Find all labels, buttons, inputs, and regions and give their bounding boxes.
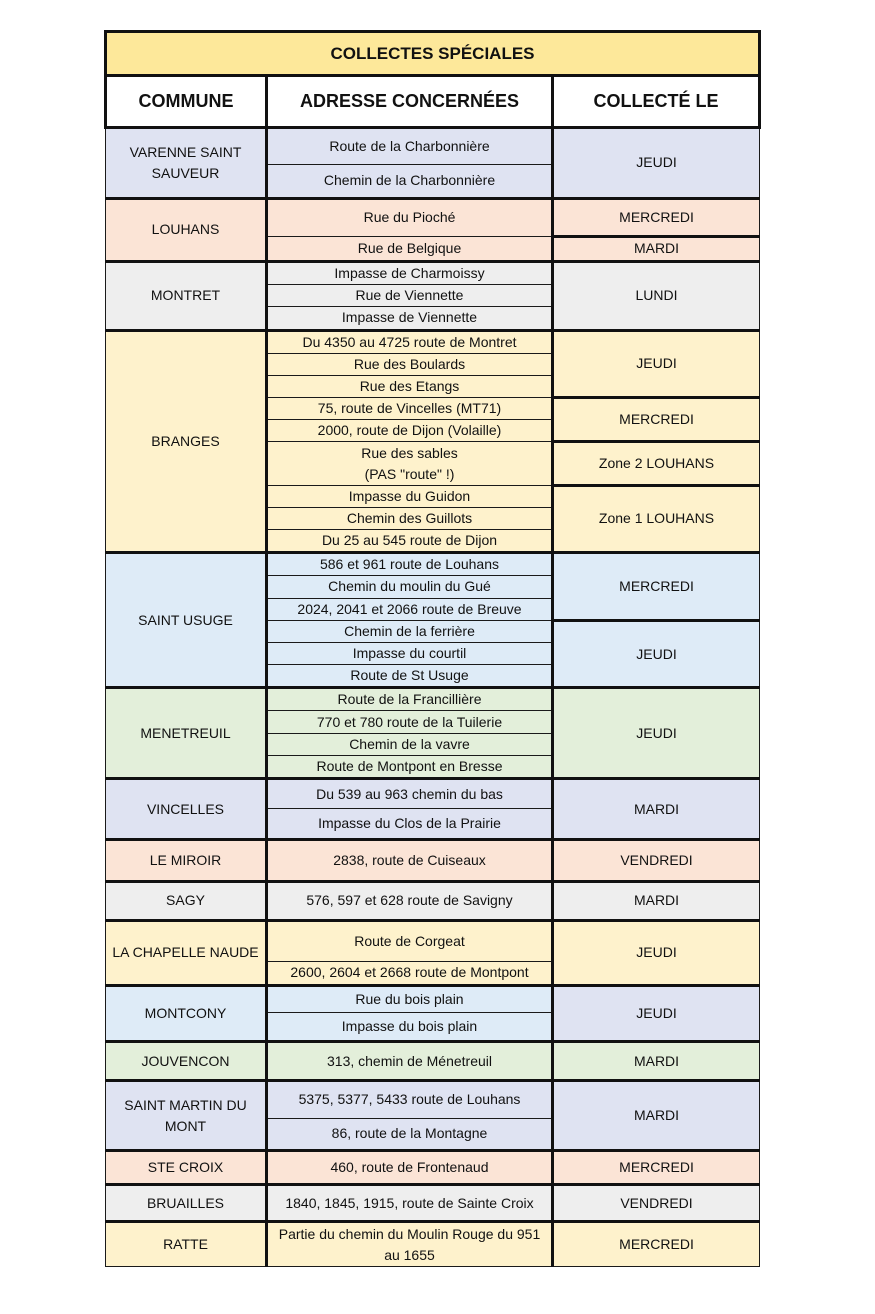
address-cell: Rue du Pioché xyxy=(267,198,553,236)
collection-day-cell: MERCREDI xyxy=(553,553,760,621)
commune-cell: JOUVENCON xyxy=(106,1041,267,1080)
address-cell: Rue des Boulards xyxy=(267,353,553,375)
address-cell: Rue de Viennette xyxy=(267,285,553,307)
table-row xyxy=(106,262,760,285)
address-cell: 2024, 2041 et 2066 route de Breuve xyxy=(267,598,553,620)
commune-cell: LA CHAPELLE NAUDE xyxy=(106,921,267,985)
collection-day-cell: VENDREDI xyxy=(553,1185,760,1222)
address-cell: Rue de Belgique xyxy=(267,236,553,261)
address-cell: Impasse du bois plain xyxy=(267,1012,553,1041)
collection-day-cell: JEUDI xyxy=(553,128,760,199)
address-cell: Chemin de la Charbonnière xyxy=(267,165,553,198)
commune-cell: RATTE xyxy=(106,1222,267,1267)
table-row xyxy=(106,921,760,962)
table-row xyxy=(106,1222,760,1267)
table-row xyxy=(106,985,760,1012)
address-cell: 86, route de la Montagne xyxy=(267,1118,553,1150)
collection-table xyxy=(104,30,761,1267)
collection-day-cell: MERCREDI xyxy=(553,1150,760,1184)
collection-day-cell: MERCREDI xyxy=(553,1222,760,1267)
header-adresse: ADRESSE CONCERNÉES xyxy=(267,76,553,128)
collection-day-cell: JEUDI xyxy=(553,985,760,1041)
address-cell: Route de Corgeat xyxy=(267,921,553,962)
address-cell: Impasse de Charmoissy xyxy=(267,262,553,285)
collection-day-cell: JEUDI xyxy=(553,330,760,398)
commune-cell: BRANGES xyxy=(106,330,267,553)
collection-day-cell: JEUDI xyxy=(553,921,760,985)
collection-day-cell: VENDREDI xyxy=(553,840,760,881)
address-cell: 576, 597 et 628 route de Savigny xyxy=(267,881,553,920)
collection-day-cell: MARDI xyxy=(553,1081,760,1151)
address-cell: Route de la Francillière xyxy=(267,688,553,711)
commune-cell: MONTRET xyxy=(106,262,267,331)
table-row xyxy=(106,553,760,576)
table-row xyxy=(106,840,760,881)
commune-cell: SAINT MARTIN DU MONT xyxy=(106,1081,267,1151)
table-row xyxy=(106,128,760,165)
address-cell: Rue du bois plain xyxy=(267,985,553,1012)
collection-day-cell: MARDI xyxy=(553,778,760,839)
address-cell: 460, route de Frontenaud xyxy=(267,1150,553,1184)
address-cell: 2600, 2604 et 2668 route de Montpont xyxy=(267,962,553,985)
collection-schedule-sheet xyxy=(104,30,758,1267)
collection-day-cell: MARDI xyxy=(553,1041,760,1080)
collection-day-cell: MARDI xyxy=(553,236,760,261)
address-cell: Chemin de la vavre xyxy=(267,733,553,755)
table-title: COLLECTES SPÉCIALES xyxy=(106,32,760,76)
address-cell: Route de Montpont en Bresse xyxy=(267,755,553,778)
commune-cell: SAGY xyxy=(106,881,267,920)
commune-cell: SAINT USUGE xyxy=(106,553,267,688)
collection-day-cell: JEUDI xyxy=(553,688,760,779)
commune-cell: LE MIROIR xyxy=(106,840,267,881)
collection-day-cell: Zone 1 LOUHANS xyxy=(553,485,760,553)
commune-cell: MENETREUIL xyxy=(106,688,267,779)
table-body xyxy=(106,128,760,1267)
commune-cell: BRUAILLES xyxy=(106,1185,267,1222)
commune-cell: VARENNE SAINT SAUVEUR xyxy=(106,128,267,199)
address-cell: Du 25 au 545 route de Dijon xyxy=(267,530,553,553)
collection-day-cell: MERCREDI xyxy=(553,198,760,236)
address-cell: 770 et 780 route de la Tuilerie xyxy=(267,711,553,733)
table-row xyxy=(106,778,760,808)
address-cell: 586 et 961 route de Louhans xyxy=(267,553,553,576)
commune-cell: LOUHANS xyxy=(106,198,267,261)
collection-day-cell: JEUDI xyxy=(553,620,760,688)
collection-day-cell: LUNDI xyxy=(553,262,760,331)
address-cell: Chemin du moulin du Gué xyxy=(267,576,553,598)
address-cell: 2838, route de Cuiseaux xyxy=(267,840,553,881)
header-commune: COMMUNE xyxy=(106,76,267,128)
header-collecte: COLLECTÉ LE xyxy=(553,76,760,128)
address-cell: Rue des Etangs xyxy=(267,375,553,397)
address-cell: Impasse du Clos de la Prairie xyxy=(267,809,553,840)
address-cell: 75, route de Vincelles (MT71) xyxy=(267,398,553,420)
address-cell: Rue des sables (PAS "route" !) xyxy=(267,442,553,485)
collection-day-cell: MARDI xyxy=(553,881,760,920)
address-cell: Impasse du courtil xyxy=(267,642,553,664)
commune-cell: MONTCONY xyxy=(106,985,267,1041)
table-row xyxy=(106,1041,760,1080)
table-row xyxy=(106,198,760,236)
collection-day-cell: Zone 2 LOUHANS xyxy=(553,442,760,485)
address-cell: Route de St Usuge xyxy=(267,665,553,688)
address-cell: 313, chemin de Ménetreuil xyxy=(267,1041,553,1080)
commune-cell: STE CROIX xyxy=(106,1150,267,1184)
address-cell: Impasse du Guidon xyxy=(267,485,553,507)
table-row xyxy=(106,1150,760,1184)
address-cell: Chemin des Guillots xyxy=(267,507,553,529)
table-row xyxy=(106,688,760,711)
address-cell: Du 4350 au 4725 route de Montret xyxy=(267,330,553,353)
address-cell: 5375, 5377, 5433 route de Louhans xyxy=(267,1081,553,1118)
commune-cell: VINCELLES xyxy=(106,778,267,839)
address-cell: Route de la Charbonnière xyxy=(267,128,553,165)
address-cell: Chemin de la ferrière xyxy=(267,620,553,642)
address-cell: 2000, route de Dijon (Volaille) xyxy=(267,420,553,442)
table-row xyxy=(106,881,760,920)
table-row xyxy=(106,330,760,353)
address-cell: Partie du chemin du Moulin Rouge du 951 au 1655 xyxy=(267,1222,553,1267)
table-row xyxy=(106,1185,760,1222)
address-cell: Du 539 au 963 chemin du bas xyxy=(267,778,553,808)
address-cell: 1840, 1845, 1915, route de Sainte Croix xyxy=(267,1185,553,1222)
collection-day-cell: MERCREDI xyxy=(553,398,760,442)
address-cell: Impasse de Viennette xyxy=(267,307,553,330)
table-row xyxy=(106,1081,760,1118)
